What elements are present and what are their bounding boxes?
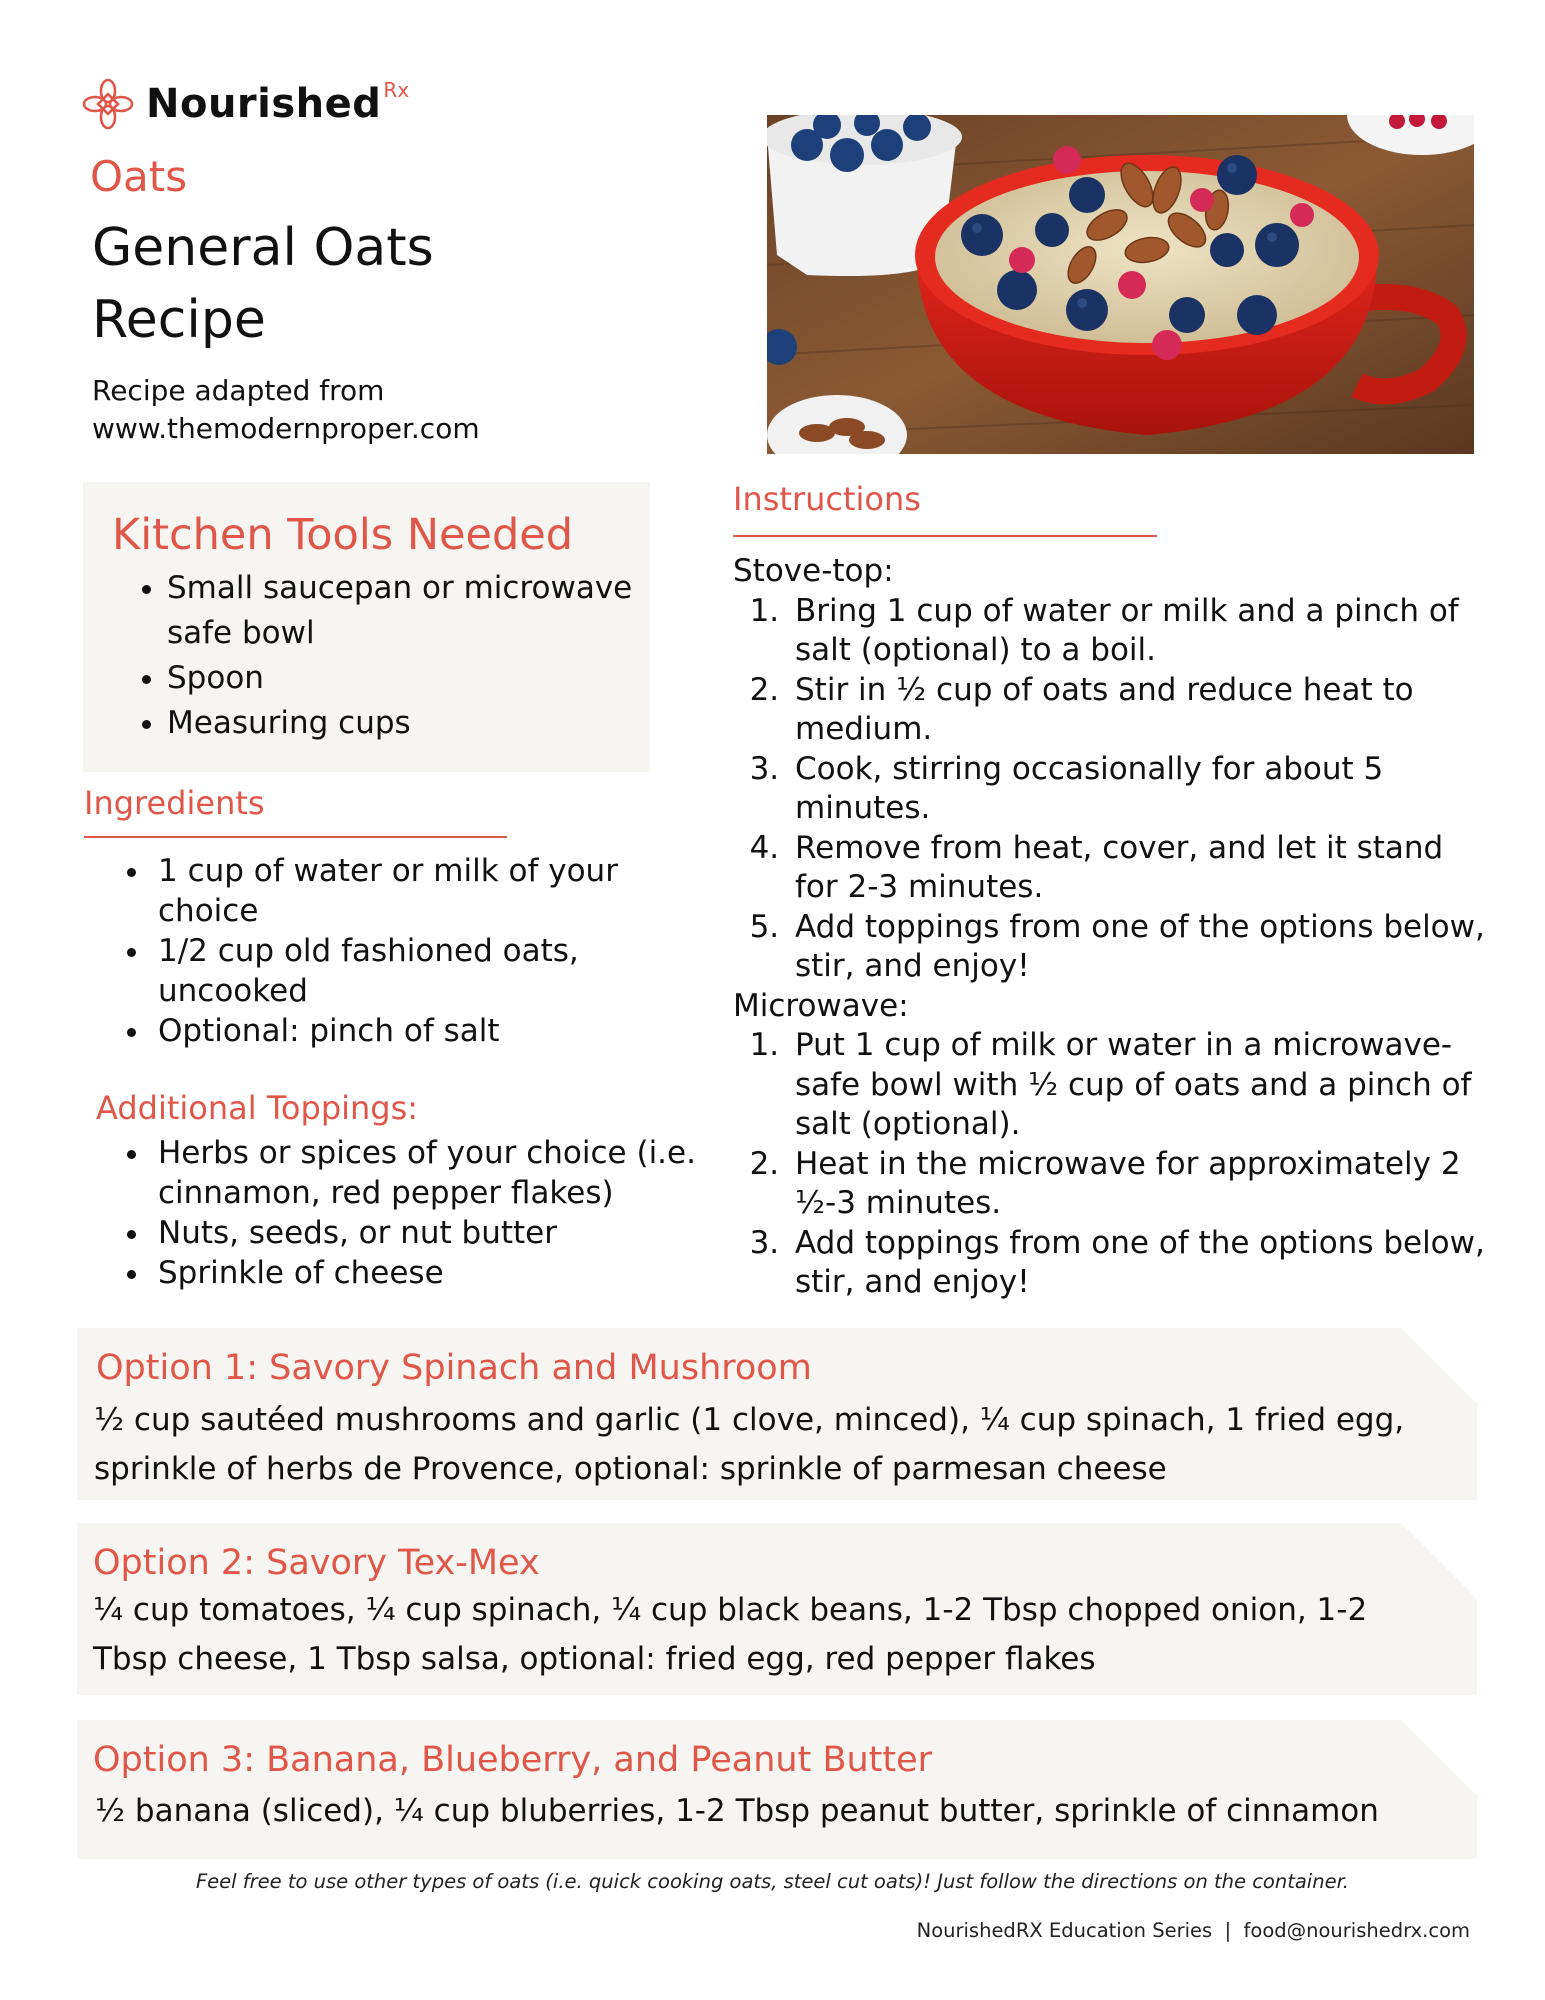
page-footer: NourishedRX Education Series | food@nourishedrx.com xyxy=(916,1919,1470,1942)
list-item: • Spoon xyxy=(167,656,647,701)
step-item: 5. Add toppings from one of the options below, stir, and enjoy! xyxy=(789,908,1493,987)
option-card-1 xyxy=(77,1328,1477,1500)
category-label: Oats xyxy=(90,152,188,201)
kitchen-tools-list xyxy=(125,566,647,746)
kitchen-tools-panel xyxy=(83,482,650,772)
list-item: • Nuts, seeds, or nut butter xyxy=(152,1213,716,1253)
microwave-steps xyxy=(733,1026,1493,1303)
list-item: • Small saucepan or microwave safe bowl xyxy=(167,566,647,656)
source-url: www.themodernproper.com xyxy=(92,412,480,445)
list-item: • Sprinkle of cheese xyxy=(152,1253,716,1293)
oatmeal-photo xyxy=(767,115,1474,454)
step-item: 2. Stir in ½ cup of oats and reduce heat to medium. xyxy=(789,671,1493,750)
instructions-body xyxy=(733,552,1493,1303)
list-item: • Measuring cups xyxy=(167,701,647,746)
step-item: 1. Bring 1 cup of water or milk and a pinch of salt (optional) to a boil. xyxy=(789,592,1493,671)
ingredients-divider xyxy=(84,836,507,838)
toppings-list xyxy=(116,1133,716,1293)
card-corner-cut xyxy=(1401,1328,1477,1404)
flower-logo-icon xyxy=(80,76,136,132)
option-card-3 xyxy=(77,1720,1477,1859)
list-item: • 1 cup of water or milk of your choice xyxy=(152,851,676,931)
list-item: • Optional: pinch of salt xyxy=(152,1011,676,1051)
option-text: ½ banana (sliced), ¼ cup bluberries, 1-2 Tbsp peanut butter, sprinkle of cinnamon xyxy=(95,1793,1379,1829)
page-title xyxy=(92,212,592,356)
instructions-heading: Instructions xyxy=(733,480,921,518)
step-item: 1. Put 1 cup of milk or water in a microwave-safe bowl with ½ cup of oats and a pinch of salt (optional). xyxy=(789,1026,1493,1145)
step-item: 3. Cook, stirring occasionally for about 5 minutes. xyxy=(789,750,1493,829)
step-item: 4. Remove from heat, cover, and let it stand for 2-3 minutes. xyxy=(789,829,1493,908)
footnote: Feel free to use other types of oats (i.e. quick cooking oats, steel cut oats)! Just follow the directions on the container. xyxy=(195,1870,1350,1893)
stovetop-label: Stove-top: xyxy=(733,553,894,589)
option-card-2 xyxy=(77,1523,1477,1695)
step-item: 3. Add toppings from one of the options below, stir, and enjoy! xyxy=(789,1224,1493,1303)
brand-logo xyxy=(80,76,409,132)
stovetop-steps xyxy=(733,592,1493,987)
toppings-heading: Additional Toppings: xyxy=(96,1089,419,1127)
option-text: ¼ cup tomatoes, ¼ cup spinach, ¼ cup black beans, 1-2 Tbsp chopped onion, 1-2 Tbsp cheese, 1 Tbsp salsa, optional: fried egg, red pepper flakes xyxy=(93,1592,1368,1677)
option-title: Option 1: Savory Spinach and Mushroom xyxy=(96,1348,812,1388)
option-title: Option 2: Savory Tex-Mex xyxy=(93,1543,540,1583)
brand-name: Nourished xyxy=(146,81,382,127)
ingredients-list xyxy=(116,851,676,1051)
list-item: • Herbs or spices of your choice (i.e. cinnamon, red pepper flakes) xyxy=(152,1133,716,1213)
instructions-divider xyxy=(733,535,1157,537)
option-text: ½ cup sautéed mushrooms and garlic (1 clove, minced), ¼ cup spinach, 1 fried egg, sprinkle of herbs de Provence, optional: sprinkle of parmesan cheese xyxy=(94,1402,1405,1487)
step-item: 2. Heat in the microwave for approximately 2 ½-3 minutes. xyxy=(789,1145,1493,1224)
kitchen-tools-heading: Kitchen Tools Needed xyxy=(112,510,573,560)
source-attribution xyxy=(92,372,652,448)
title-line-1: General Oats xyxy=(92,218,434,278)
card-corner-cut xyxy=(1401,1720,1477,1796)
list-item: • 1/2 cup old fashioned oats, uncooked xyxy=(152,931,676,1011)
attribution-text: Recipe adapted from xyxy=(92,374,385,407)
oatmeal-bowl-image xyxy=(767,115,1474,454)
brand-suffix: Rx xyxy=(383,78,410,102)
title-line-2: Recipe xyxy=(92,290,266,350)
ingredients-heading: Ingredients xyxy=(84,784,265,822)
option-title: Option 3: Banana, Blueberry, and Peanut Butter xyxy=(93,1740,933,1780)
microwave-label: Microwave: xyxy=(733,987,909,1024)
